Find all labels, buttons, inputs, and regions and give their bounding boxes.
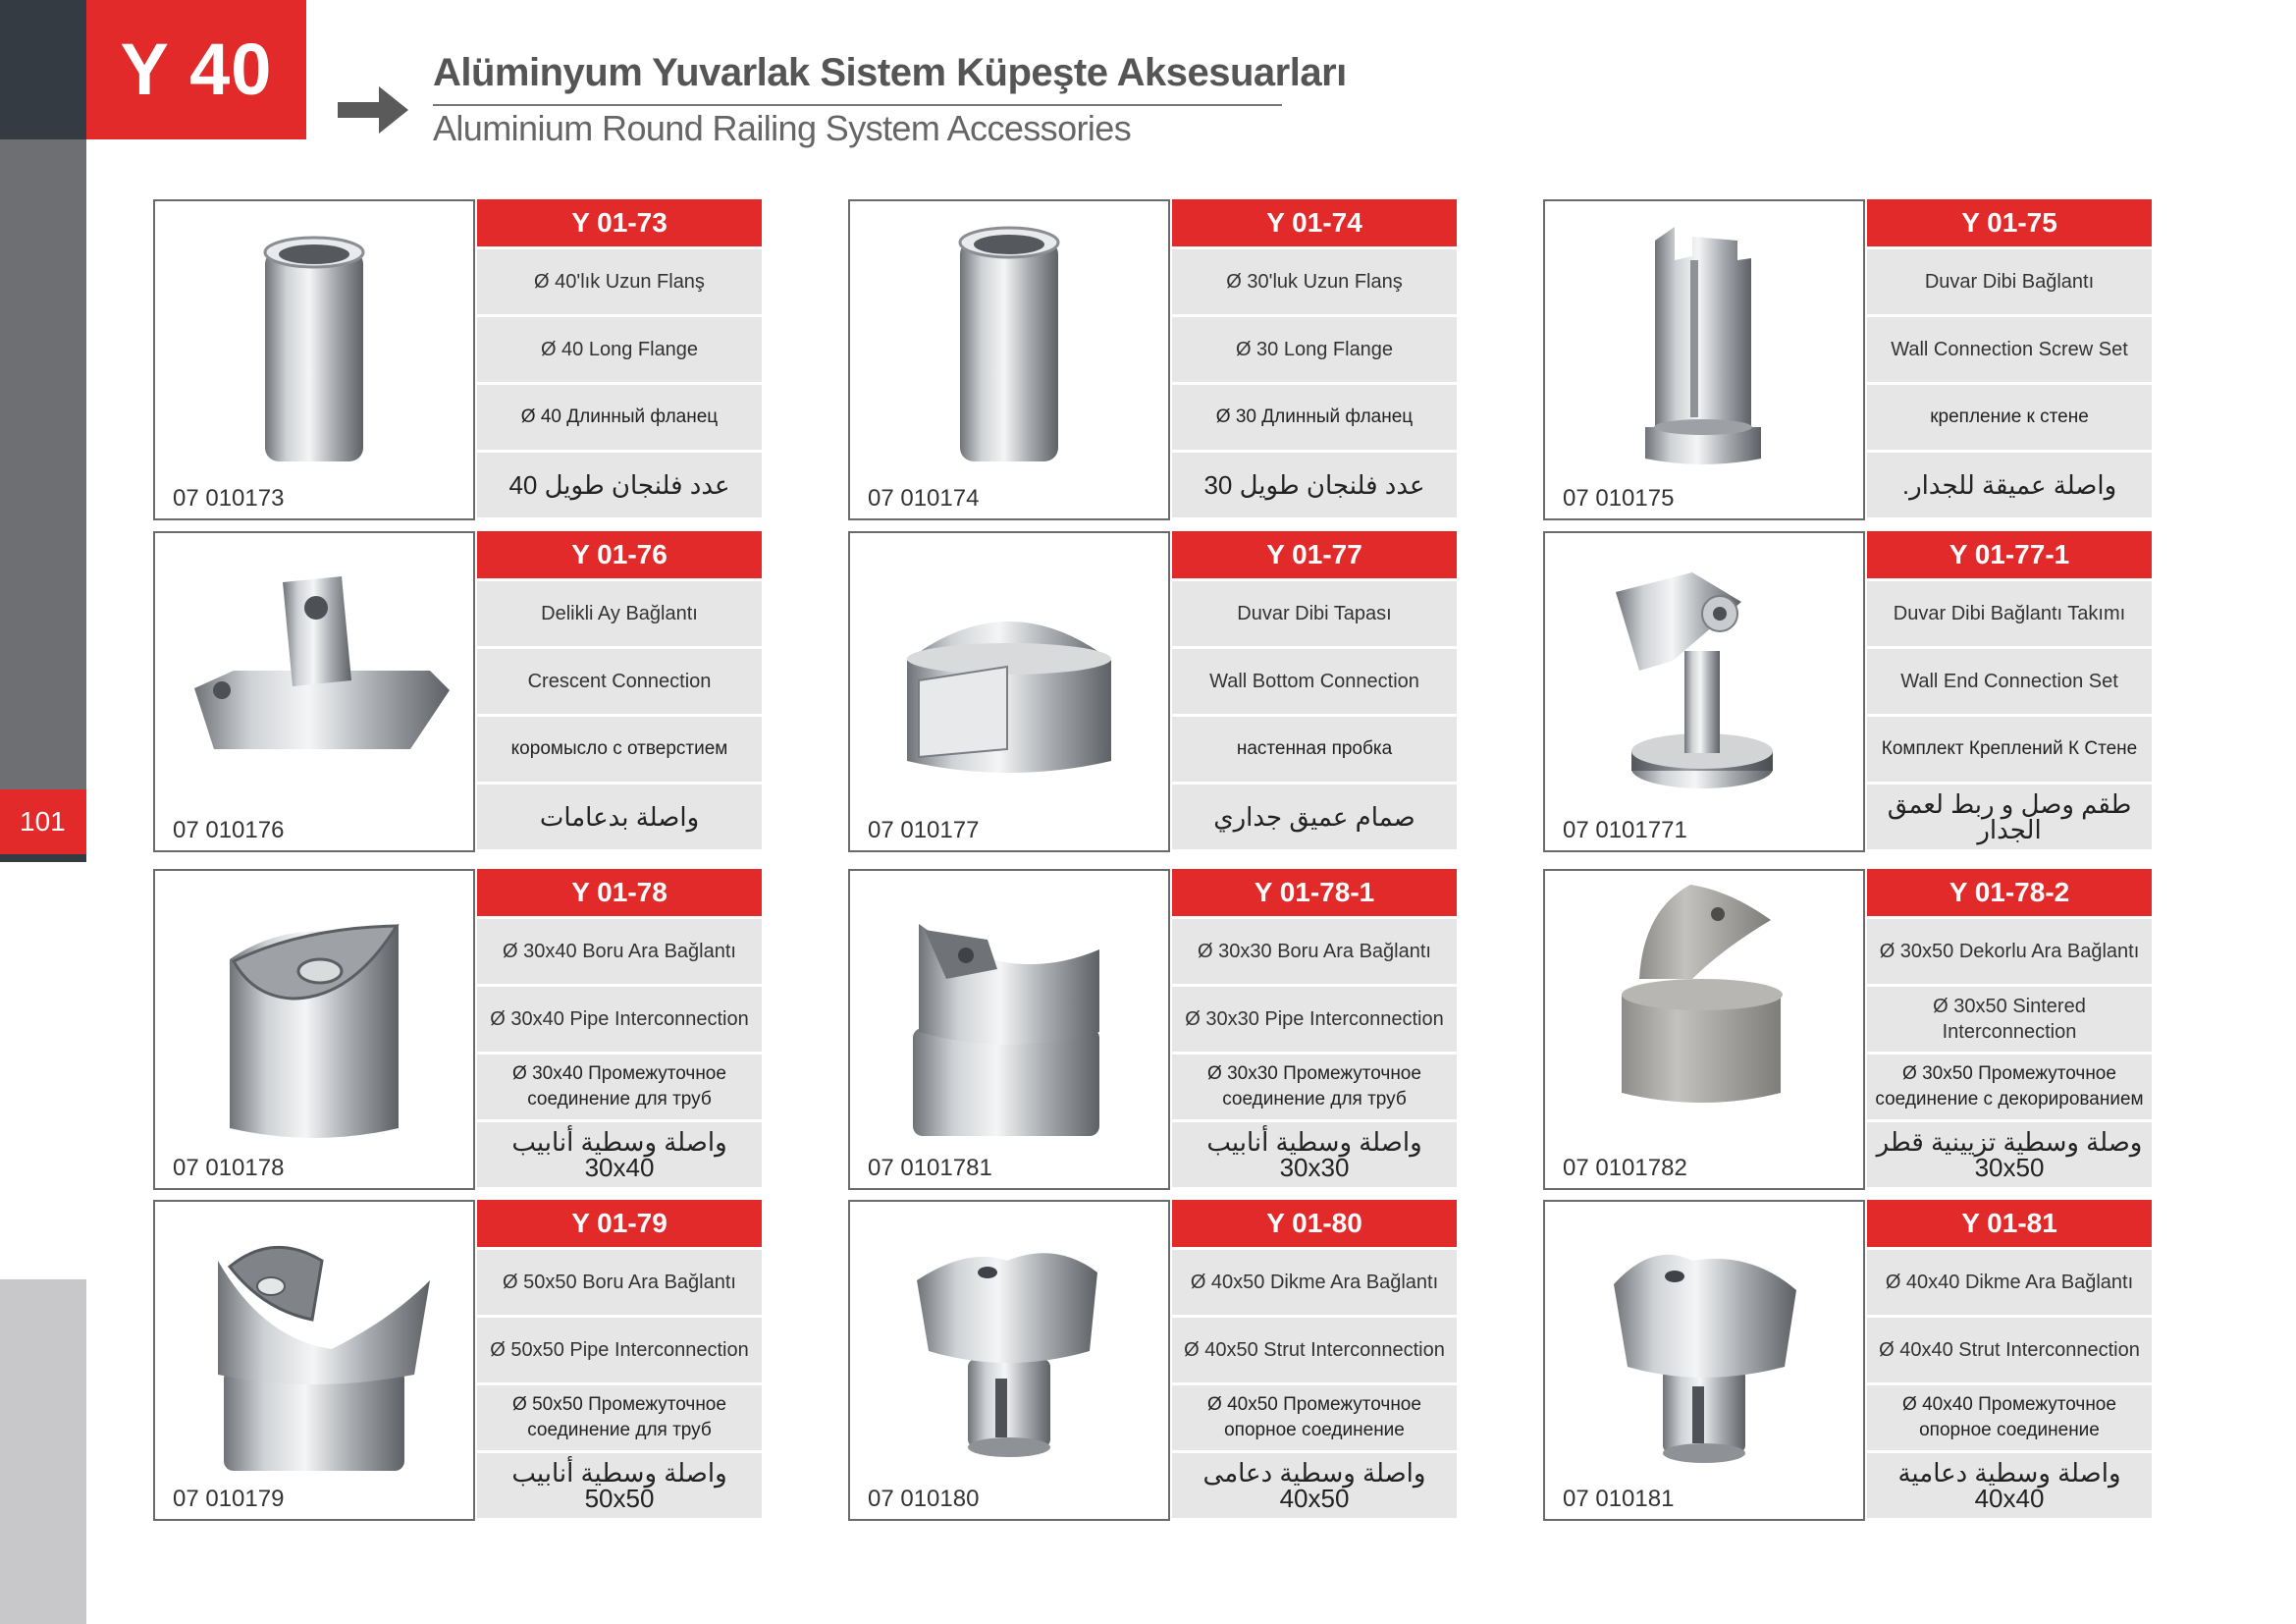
description-ar: واصلة وسطية أنابيب 30x30: [1172, 1122, 1457, 1187]
product-code: 07 0101782: [1563, 1155, 1687, 1181]
long-flange-30-icon: [850, 201, 1168, 518]
strut-interconnection-40x50-icon: [850, 1202, 1168, 1519]
description-tr: Ø 40x50 Dikme Ara Bağlantı: [1172, 1250, 1457, 1315]
product-info: [1867, 199, 2152, 517]
description-ar: وصلة وسطية تزيينية قطر 30x50: [1867, 1122, 2152, 1187]
product-model: Y 01-81: [1867, 1200, 2152, 1247]
product-info: [477, 869, 762, 1187]
product-info: [477, 199, 762, 517]
product-info: [1867, 531, 2152, 849]
product-card-y01-77-1: [1543, 531, 2296, 852]
page-title-english: Aluminium Round Railing System Accessories: [433, 108, 1132, 148]
long-flange-40-icon: [155, 201, 473, 518]
page-number: 101: [0, 789, 86, 854]
product-info: [477, 1200, 762, 1518]
product-code: 07 010176: [173, 817, 285, 843]
description-ar: واصلة عميقة للجدار.: [1867, 453, 2152, 517]
product-model: Y 01-78-1: [1172, 869, 1457, 916]
description-ru: Ø 40x50 Промежуточное опорное соединение: [1172, 1385, 1457, 1450]
description-ar: واصلة بدعامات: [477, 785, 762, 849]
series-code-badge: Y 40: [86, 0, 306, 139]
description-en: Ø 50x50 Pipe Interconnection: [477, 1318, 762, 1382]
product-code: 07 010179: [173, 1486, 285, 1512]
description-tr: Ø 50x50 Boru Ara Bağlantı: [477, 1250, 762, 1315]
product-photo: [153, 531, 475, 852]
product-code: 07 010181: [1563, 1486, 1675, 1512]
product-code: 07 010174: [868, 485, 980, 512]
description-en: Ø 40x40 Strut Interconnection: [1867, 1318, 2152, 1382]
product-model: Y 01-76: [477, 531, 762, 578]
description-ru: Ø 40x40 Промежуточное опорное соединение: [1867, 1385, 2152, 1450]
product-photo: [848, 1200, 1170, 1521]
pipe-interconnection-50x50-icon: [155, 1202, 473, 1519]
description-ru: Ø 30 Длинный фланец: [1172, 385, 1457, 450]
description-ar: واصلة وسطية دعامية 40x40: [1867, 1453, 2152, 1518]
description-tr: Ø 30x50 Dekorlu Ara Bağlantı: [1867, 919, 2152, 984]
description-ru: Комплект Креплений К Стене: [1867, 717, 2152, 782]
product-code: 07 010178: [173, 1155, 285, 1181]
product-photo: [1543, 531, 1865, 852]
crescent-connection-icon: [155, 533, 473, 850]
description-ru: крепление к стене: [1867, 385, 2152, 450]
product-model: Y 01-75: [1867, 199, 2152, 246]
product-model: Y 01-77-1: [1867, 531, 2152, 578]
description-en: Ø 40x50 Strut Interconnection: [1172, 1318, 1457, 1382]
product-code: 07 010173: [173, 485, 285, 512]
product-code: 07 0101771: [1563, 817, 1687, 843]
strut-interconnection-40x40-icon: [1545, 1202, 1863, 1519]
product-info: [1867, 1200, 2152, 1518]
description-ar: واصلة وسطية أنابيب 50x50: [477, 1453, 762, 1518]
product-model: Y 01-74: [1172, 199, 1457, 246]
description-tr: Duvar Dibi Tapası: [1172, 581, 1457, 646]
product-photo: [848, 199, 1170, 520]
product-model: Y 01-78: [477, 869, 762, 916]
pipe-interconnection-30x40-icon: [155, 871, 473, 1188]
description-tr: Ø 30x30 Boru Ara Bağlantı: [1172, 919, 1457, 984]
product-code: 07 010180: [868, 1486, 980, 1512]
sidebar-light-block: [0, 1279, 86, 1624]
description-ar: واصلة وسطية أنابيب 30x40: [477, 1122, 762, 1187]
description-tr: Delikli Ay Bağlantı: [477, 581, 762, 646]
product-card-y01-75: [1543, 199, 2296, 520]
product-code: 07 0101781: [868, 1155, 992, 1181]
page-title-turkish: Alüminyum Yuvarlak Sistem Küpeşte Aksesuarları: [433, 51, 1347, 94]
product-model: Y 01-79: [477, 1200, 762, 1247]
wall-end-connection-set-icon: [1545, 533, 1863, 850]
product-info: [1172, 1200, 1457, 1518]
description-en: Ø 40 Long Flange: [477, 317, 762, 382]
pipe-interconnection-30x30-icon: [850, 871, 1168, 1188]
sidebar-gray-block: [0, 139, 86, 789]
description-ru: Ø 50x50 Промежуточное соединение для труб: [477, 1385, 762, 1450]
product-code: 07 010175: [1563, 485, 1675, 512]
product-photo: [1543, 1200, 1865, 1521]
product-photo: [153, 199, 475, 520]
product-model: Y 01-78-2: [1867, 869, 2152, 916]
arrow-right-icon: [334, 81, 412, 144]
wall-bottom-connection-icon: [850, 533, 1168, 850]
sidebar-dark-block: [0, 0, 86, 139]
description-ar: عدد فلنجان طويل 40: [477, 453, 762, 517]
product-info: [1172, 199, 1457, 517]
description-en: Wall Bottom Connection: [1172, 649, 1457, 714]
description-tr: Ø 40x40 Dikme Ara Bağlantı: [1867, 1250, 2152, 1315]
description-en: Wall End Connection Set: [1867, 649, 2152, 714]
product-card-y01-81: [1543, 1200, 2296, 1521]
product-info: [1867, 869, 2152, 1187]
product-photo: [153, 1200, 475, 1521]
description-ar: طقم وصل و ربط لعمق الجدار: [1867, 785, 2152, 849]
product-photo: [153, 869, 475, 1190]
product-photo: [848, 869, 1170, 1190]
sintered-interconnection-icon: [1545, 871, 1863, 1188]
description-en: Ø 30x50 Sintered Interconnection: [1867, 987, 2152, 1052]
product-info: [477, 531, 762, 849]
description-tr: Duvar Dibi Bağlantı: [1867, 249, 2152, 314]
description-ar: عدد فلنجان طويل 30: [1172, 453, 1457, 517]
product-info: [1172, 531, 1457, 849]
description-tr: Ø 40'lık Uzun Flanş: [477, 249, 762, 314]
description-en: Wall Connection Screw Set: [1867, 317, 2152, 382]
description-ru: настенная пробка: [1172, 717, 1457, 782]
description-tr: Duvar Dibi Bağlantı Takımı: [1867, 581, 2152, 646]
description-ru: Ø 30x40 Промежуточное соединение для труб: [477, 1055, 762, 1119]
description-ru: Ø 40 Длинный фланец: [477, 385, 762, 450]
sidebar-dark-stub: [0, 854, 86, 862]
product-photo: [848, 531, 1170, 852]
description-ru: Ø 30x30 Промежуточное соединение для труб: [1172, 1055, 1457, 1119]
description-en: Ø 30x40 Pipe Interconnection: [477, 987, 762, 1052]
title-divider: [433, 104, 1282, 106]
description-en: Crescent Connection: [477, 649, 762, 714]
description-en: Ø 30 Long Flange: [1172, 317, 1457, 382]
product-model: Y 01-80: [1172, 1200, 1457, 1247]
wall-connection-screw-set-icon: [1545, 201, 1863, 518]
description-ar: واصلة وسطية دعامى 40x50: [1172, 1453, 1457, 1518]
product-model: Y 01-77: [1172, 531, 1457, 578]
description-ru: коромысло с отверстием: [477, 717, 762, 782]
description-tr: Ø 30'luk Uzun Flanş: [1172, 249, 1457, 314]
description-en: Ø 30x30 Pipe Interconnection: [1172, 987, 1457, 1052]
description-tr: Ø 30x40 Boru Ara Bağlantı: [477, 919, 762, 984]
product-photo: [1543, 199, 1865, 520]
description-ar: صمام عميق جداري: [1172, 785, 1457, 849]
description-ru: Ø 30x50 Промежуточное соединение с декорированием: [1867, 1055, 2152, 1119]
product-model: Y 01-73: [477, 199, 762, 246]
product-code: 07 010177: [868, 817, 980, 843]
product-info: [1172, 869, 1457, 1187]
product-photo: [1543, 869, 1865, 1190]
product-card-y01-78-2: [1543, 869, 2296, 1190]
